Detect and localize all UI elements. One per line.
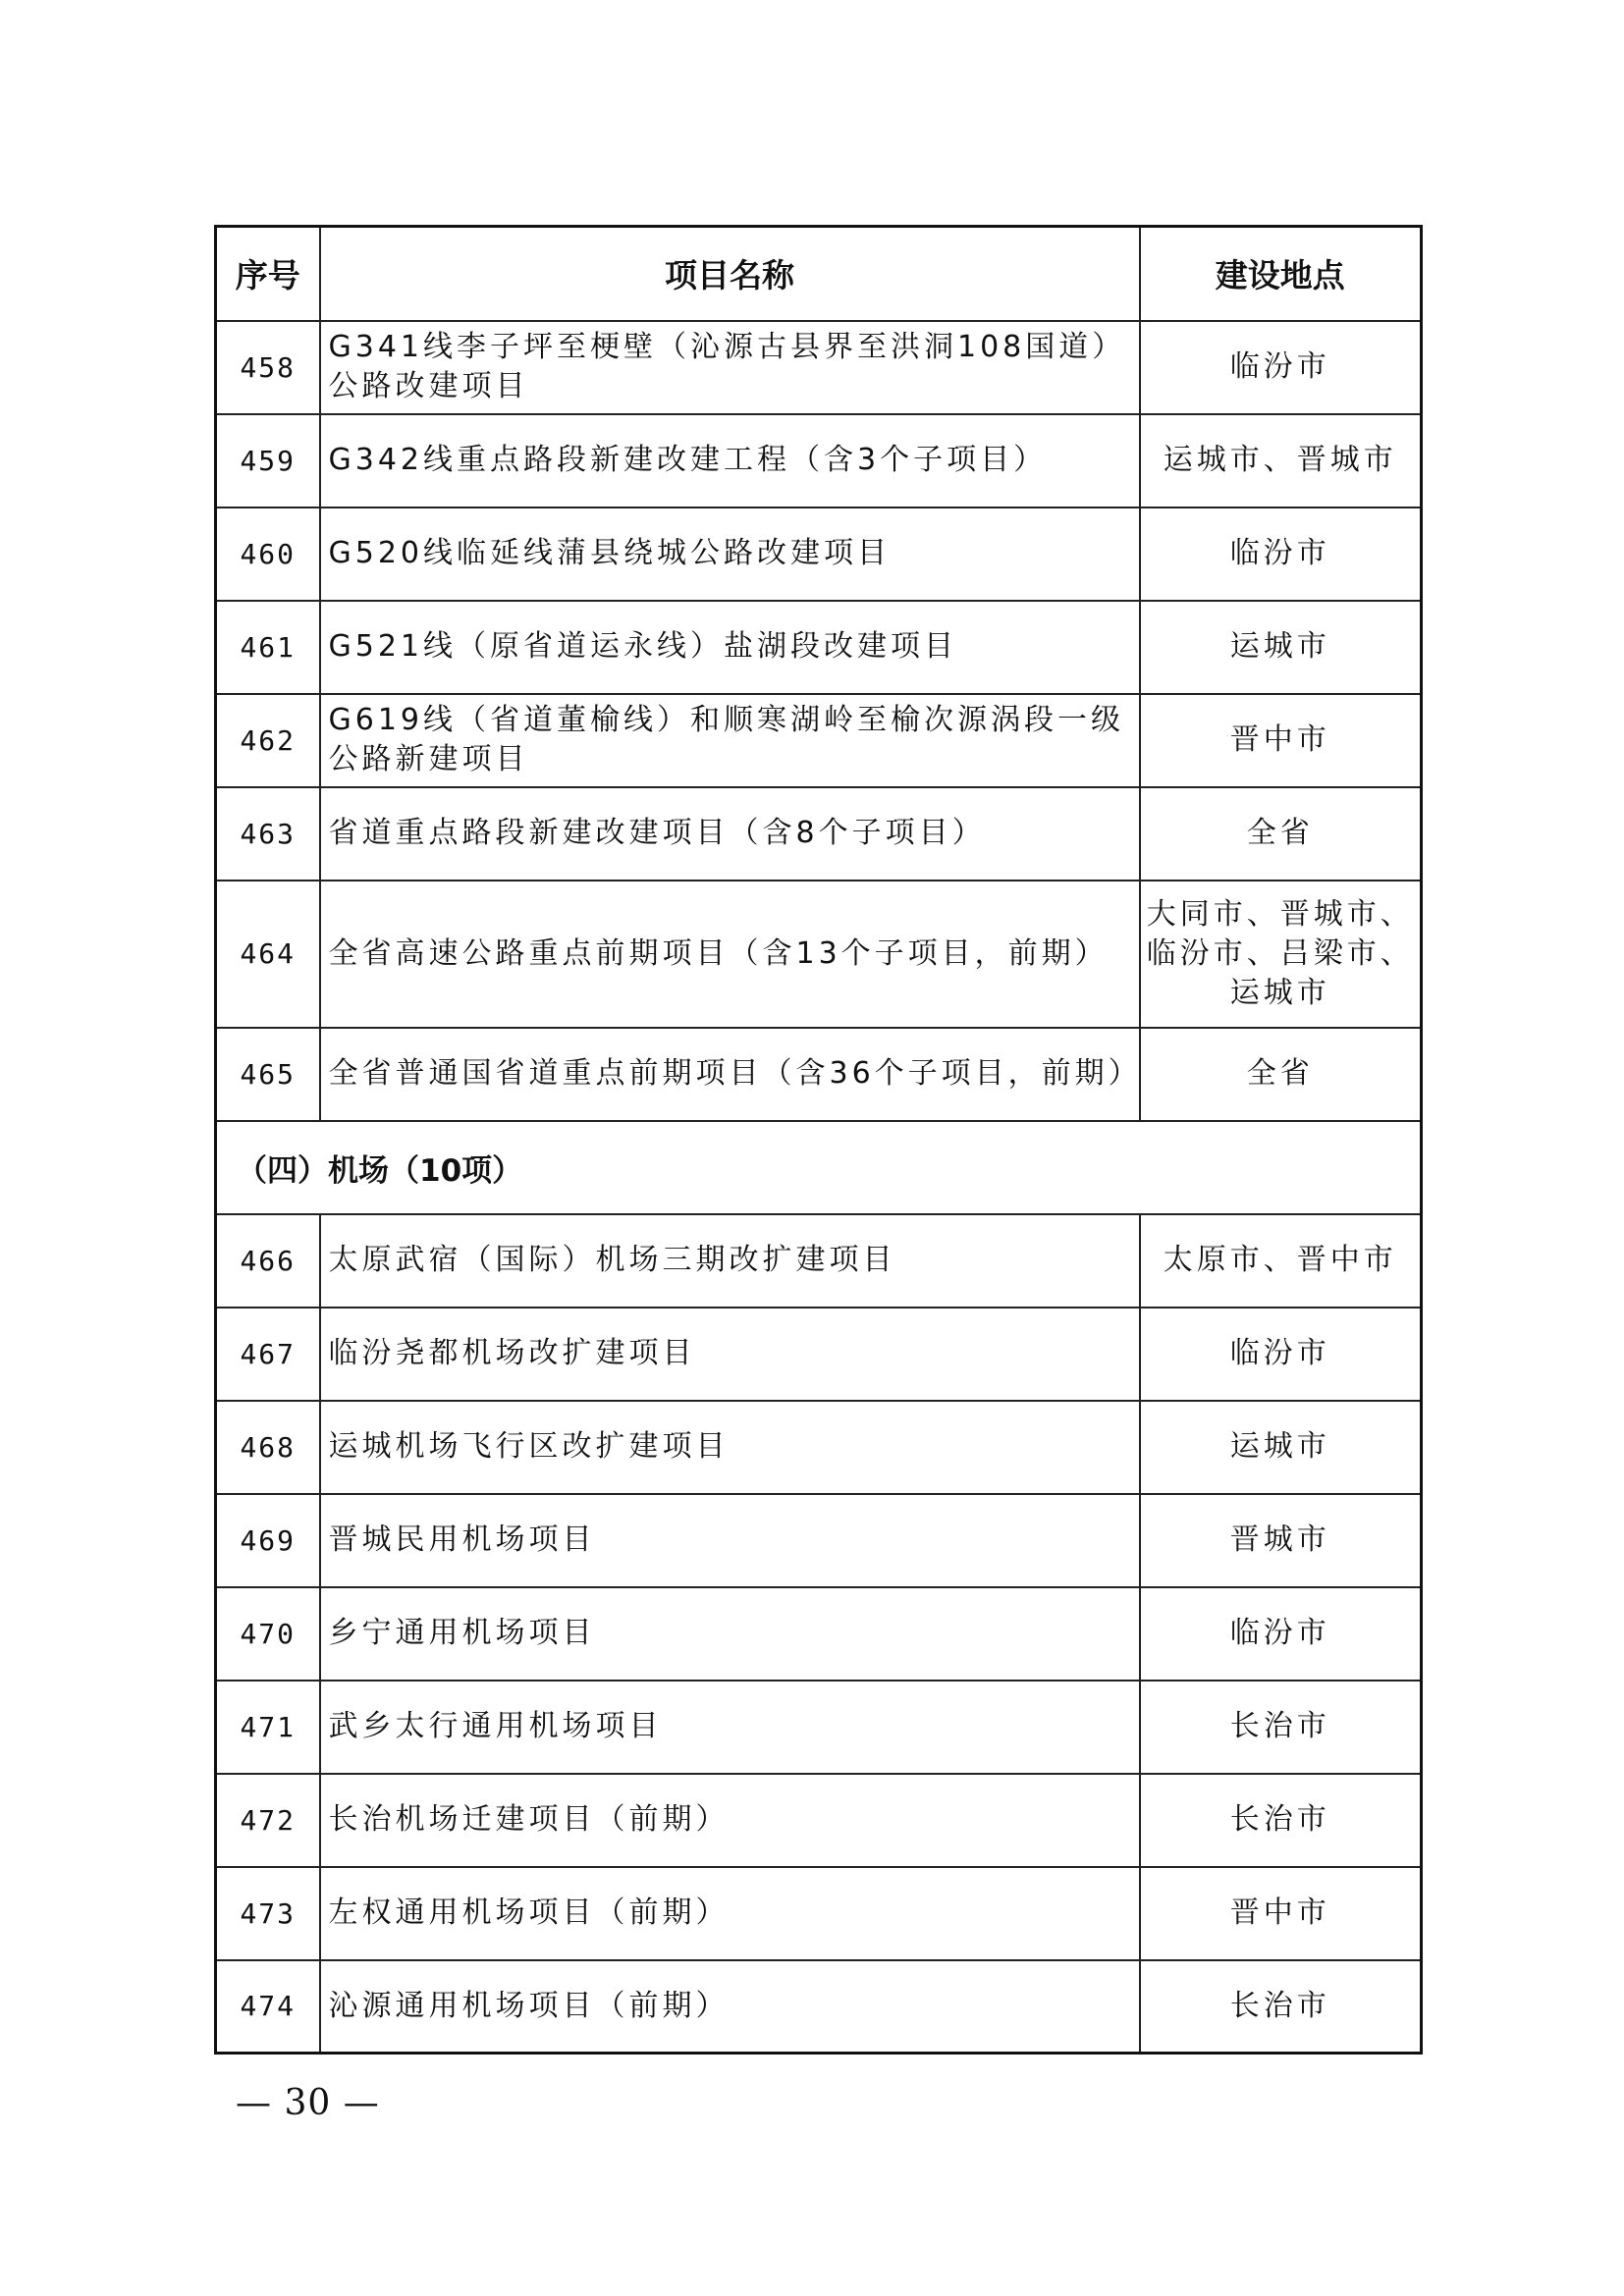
table-row xyxy=(216,1867,1422,1960)
location-cell: 长治市 xyxy=(1140,1681,1422,1774)
location-cell: 长治市 xyxy=(1140,1960,1422,2054)
table-row xyxy=(216,1028,1422,1121)
table-row xyxy=(216,1681,1422,1774)
table-row xyxy=(216,601,1422,694)
location-cell: 大同市、晋城市、临汾市、吕梁市、运城市 xyxy=(1140,881,1422,1028)
serial-number-cell: 463 xyxy=(216,787,320,881)
project-name-cell: 武乡太行通用机场项目 xyxy=(320,1681,1140,1774)
location-cell: 临汾市 xyxy=(1140,1308,1422,1401)
project-name-cell: G341线李子坪至梗壁（沁源古县界至洪洞108国道）公路改建项目 xyxy=(320,321,1140,414)
location-cell: 晋中市 xyxy=(1140,694,1422,787)
serial-number-cell: 459 xyxy=(216,414,320,507)
serial-number-cell: 460 xyxy=(216,507,320,601)
location-cell: 全省 xyxy=(1140,1028,1422,1121)
serial-number-cell: 474 xyxy=(216,1960,320,2054)
serial-number-cell: 467 xyxy=(216,1308,320,1401)
project-table xyxy=(214,225,1423,2055)
serial-number-cell: 468 xyxy=(216,1401,320,1494)
location-cell: 临汾市 xyxy=(1140,507,1422,601)
serial-number-cell: 466 xyxy=(216,1214,320,1308)
serial-number-cell: 469 xyxy=(216,1494,320,1587)
table-row xyxy=(216,321,1422,414)
serial-number-cell: 461 xyxy=(216,601,320,694)
table-row xyxy=(216,414,1422,507)
location-cell: 运城市 xyxy=(1140,1401,1422,1494)
table-row xyxy=(216,1960,1422,2054)
location-cell: 临汾市 xyxy=(1140,1587,1422,1681)
page-number: — 30 — xyxy=(236,2083,380,2123)
project-name-cell: 左权通用机场项目（前期） xyxy=(320,1867,1140,1960)
project-name-cell: 沁源通用机场项目（前期） xyxy=(320,1960,1140,2054)
project-name-cell: G342线重点路段新建改建工程（含3个子项目） xyxy=(320,414,1140,507)
location-cell: 运城市 xyxy=(1140,601,1422,694)
header-location: 建设地点 xyxy=(1140,227,1422,321)
project-name-cell: 运城机场飞行区改扩建项目 xyxy=(320,1401,1140,1494)
table-row xyxy=(216,507,1422,601)
project-name-cell: 晋城民用机场项目 xyxy=(320,1494,1140,1587)
project-name-cell: 全省高速公路重点前期项目（含13个子项目，前期） xyxy=(320,881,1140,1028)
table-row xyxy=(216,1774,1422,1867)
table-row xyxy=(216,1494,1422,1587)
project-name-cell: G520线临延线蒲县绕城公路改建项目 xyxy=(320,507,1140,601)
location-cell: 长治市 xyxy=(1140,1774,1422,1867)
project-name-cell: G619线（省道董榆线）和顺寒湖岭至榆次源涡段一级公路新建项目 xyxy=(320,694,1140,787)
header-project-name: 项目名称 xyxy=(320,227,1140,321)
serial-number-cell: 462 xyxy=(216,694,320,787)
table-row xyxy=(216,1308,1422,1401)
location-cell: 晋中市 xyxy=(1140,1867,1422,1960)
header-serial-number: 序号 xyxy=(216,227,320,321)
location-cell: 太原市、晋中市 xyxy=(1140,1214,1422,1308)
serial-number-cell: 471 xyxy=(216,1681,320,1774)
location-cell: 全省 xyxy=(1140,787,1422,881)
project-name-cell: 乡宁通用机场项目 xyxy=(320,1587,1140,1681)
location-cell: 临汾市 xyxy=(1140,321,1422,414)
serial-number-cell: 458 xyxy=(216,321,320,414)
project-name-cell: 全省普通国省道重点前期项目（含36个子项目，前期） xyxy=(320,1028,1140,1121)
serial-number-cell: 470 xyxy=(216,1587,320,1681)
project-name-cell: 太原武宿（国际）机场三期改扩建项目 xyxy=(320,1214,1140,1308)
serial-number-cell: 472 xyxy=(216,1774,320,1867)
serial-number-cell: 465 xyxy=(216,1028,320,1121)
project-name-cell: 省道重点路段新建改建项目（含8个子项目） xyxy=(320,787,1140,881)
table-row xyxy=(216,694,1422,787)
table-row xyxy=(216,787,1422,881)
section-title: （四）机场（10项） xyxy=(216,1121,1422,1214)
serial-number-cell: 464 xyxy=(216,881,320,1028)
table-row xyxy=(216,881,1422,1028)
location-cell: 运城市、晋城市 xyxy=(1140,414,1422,507)
table-row xyxy=(216,1401,1422,1494)
project-name-cell: 临汾尧都机场改扩建项目 xyxy=(320,1308,1140,1401)
project-name-cell: G521线（原省道运永线）盐湖段改建项目 xyxy=(320,601,1140,694)
location-cell: 晋城市 xyxy=(1140,1494,1422,1587)
serial-number-cell: 473 xyxy=(216,1867,320,1960)
section-header-row xyxy=(216,1121,1422,1214)
project-name-cell: 长治机场迁建项目（前期） xyxy=(320,1774,1140,1867)
table-row xyxy=(216,1214,1422,1308)
table-row xyxy=(216,1587,1422,1681)
table-header-row xyxy=(216,227,1422,321)
